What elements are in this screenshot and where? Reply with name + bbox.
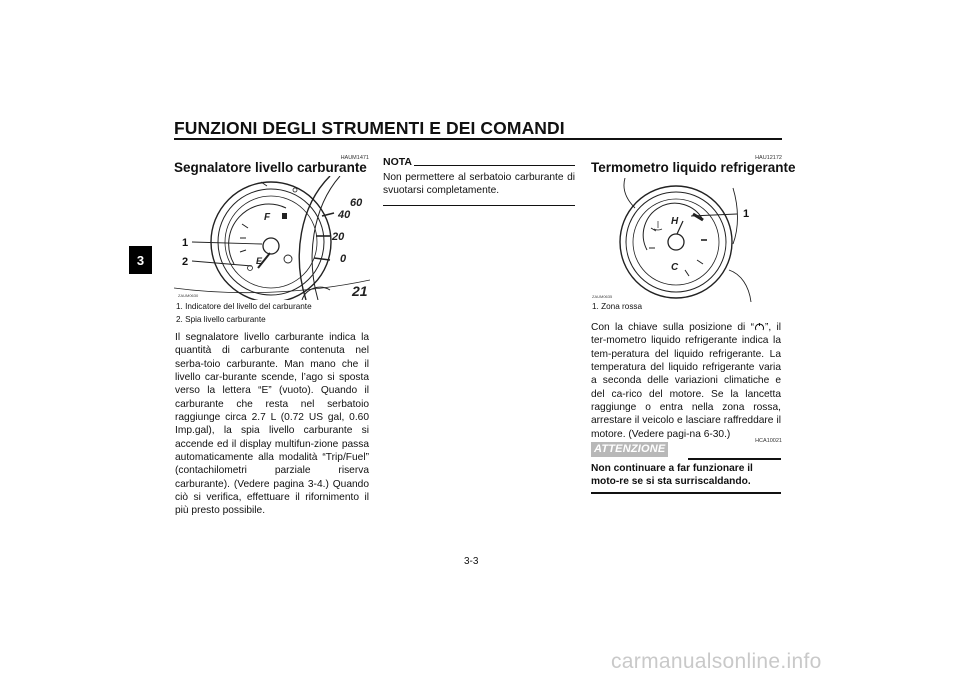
- callout-1: 1: [182, 237, 189, 249]
- section-code-coolant: HAU12172: [755, 155, 782, 161]
- fuel-pump-icon: [282, 213, 287, 219]
- figure-code: ZAUM0630: [178, 293, 199, 298]
- coolant-gauge-figure: [591, 178, 781, 302]
- caption-1: 1. Indicatore del livello del carburante: [176, 302, 312, 311]
- nota-title: NOTA: [383, 156, 412, 168]
- caption-2: 2. Spia livello carburante: [176, 314, 266, 324]
- page-number: 3-3: [464, 556, 479, 567]
- section-code: HAUM1471: [340, 155, 369, 161]
- caption-zona-rossa: 1. Zona rossa: [592, 302, 643, 311]
- speed-mark-20: 20: [332, 231, 345, 243]
- nota-text: Non permettere al serbatoio carburante di svuotarsi completamente.: [383, 172, 575, 197]
- nota-rule: [414, 165, 575, 166]
- key-on-icon: [754, 322, 765, 331]
- figure-captions-coolant: [592, 301, 781, 314]
- attention-label: ATTENZIONE: [591, 442, 668, 457]
- attention-bottom-rule: [591, 492, 781, 494]
- header-rule: [174, 138, 782, 140]
- attention-text: Non continuare a far funzionare il moto-re se si sta surriscaldando.: [591, 463, 753, 488]
- fuel-gauge-figure: [174, 176, 370, 300]
- attention-code: HCA10021: [755, 438, 782, 444]
- nota-bottom-rule: [383, 205, 575, 206]
- speed-mark-40: 40: [338, 209, 351, 221]
- coolant-body-rest: ”, il ter-mometro liquido refrigerante indica la tem-peratura del liquido refrigerante. La temperatura del liquido refrigerante varia a seconda delle variazioni climatiche e del ca-rico del motore. Se la lancetta raggiunge o entra nella zona rossa, arrestare il veicolo e lasciare raffreddare il motore. (Vedere pagi-na 6-30.): [591, 322, 781, 440]
- watermark: carmanualsonline.info: [611, 650, 822, 673]
- attention-rule: [688, 458, 781, 460]
- coolant-body: [591, 321, 781, 441]
- section-heading-fuel-gauge: Segnalatore livello carburante: [174, 160, 367, 175]
- figure-code-coolant: ZAUM0635: [592, 294, 613, 299]
- section-heading-coolant: Termometro liquido refrigerante: [591, 160, 796, 175]
- page-title: FUNZIONI DEGLI STRUMENTI E DEI COMANDI: [174, 118, 565, 138]
- gauge-letter-e: E: [256, 256, 263, 266]
- figure-captions-fuel: [176, 301, 371, 326]
- callout-1-coolant: 1: [743, 208, 750, 220]
- gauge-letter-f: F: [264, 212, 271, 223]
- speed-mark-0: 0: [340, 253, 347, 265]
- speed-mark-60: 60: [350, 197, 363, 209]
- gauge-letter-h: H: [671, 216, 679, 227]
- coolant-body-start: Con la chiave sulla posizione di “: [591, 322, 754, 333]
- corner-digits: 21: [352, 283, 368, 299]
- fuel-gauge-body: Il segnalatore livello carburante indica la quantità di carburante contenuta nel serba-toio carburante. Man mano che il livello car-burante scende, l’ago si sposta verso la lettera “E” (vuoto). Quando il carburante che resta nel serbatoio raggiunge circa 2.7 L (0.72 US gal, 0.60 Imp.gal), la spia livello carburante si accende ed il display multifun-zione passa automaticamente alla modalità “Trip/Fuel” (contachilometri parziale riserva carburante). (Vedere pagina 3-4.) Quando ciò si verifica, effettuare il rifornimento il più presto possibile.: [175, 332, 369, 517]
- gauge-letter-c: C: [671, 262, 679, 273]
- thermometer-icon: [654, 221, 662, 230]
- callout-2: 2: [182, 256, 189, 268]
- chapter-tab: 3: [129, 246, 152, 274]
